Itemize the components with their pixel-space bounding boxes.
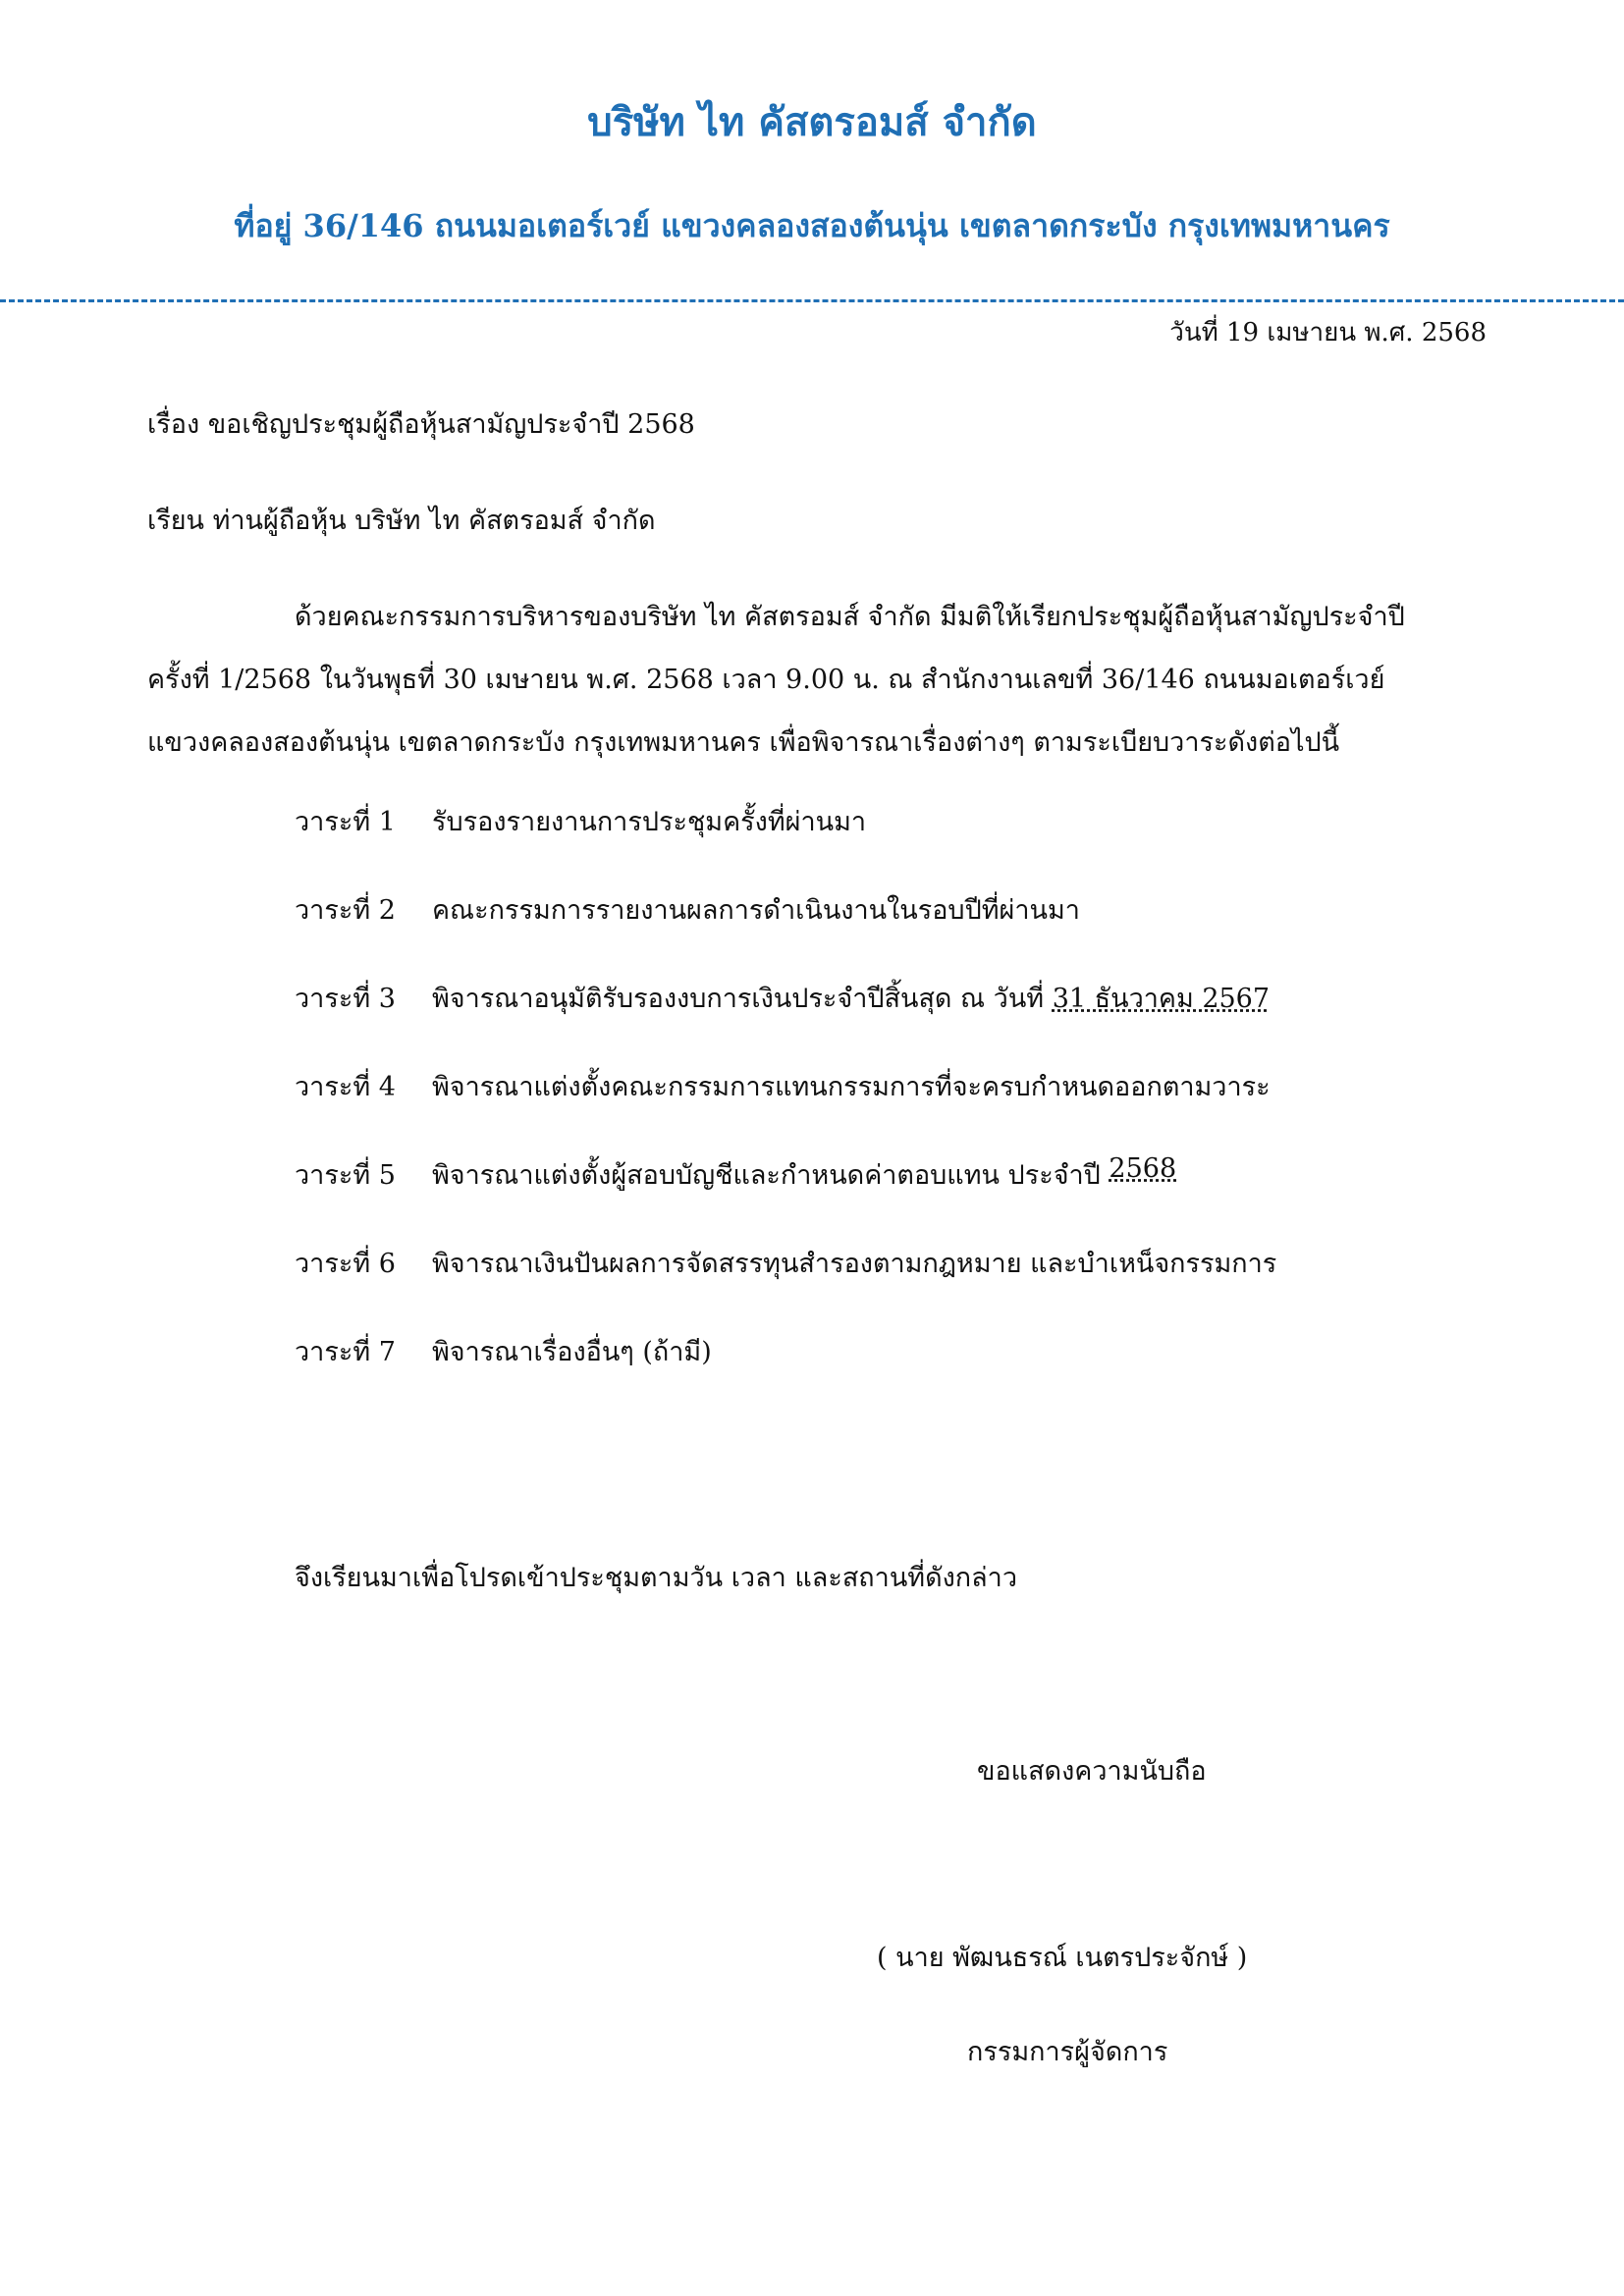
- closing-line: จึงเรียนมาเพื่อโปรดเข้าประชุมตามวัน เวลา และสถานที่ดังกล่าว: [295, 1563, 1018, 1593]
- company-name: บริษัท ไท คัสตรอมส์ จำกัด: [587, 99, 1037, 145]
- agenda-text: พิจารณาอนุมัติรับรองงบการเงินประจำปีสิ้นสุด ณ วันที่: [432, 984, 1045, 1014]
- letter-body: [147, 586, 1487, 774]
- body-line: ครั้งที่ 1/2568 ในวันพุธที่ 30 เมษายน พ.ศ. 2568 เวลา 9.00 น. ณ สำนักงานเลขที่ 36/146 ถนนมอเตอร์เวย์: [147, 665, 1385, 695]
- agenda-text: คณะกรรมการรายงานผลการดำเนินงานในรอบปีที่ผ่านมา: [432, 895, 1080, 926]
- agenda-item: [295, 1065, 1276, 1153]
- agenda-text: พิจารณาเงินปันผลการจัดสรรทุนสำรองตามกฎหมาย และบำเหน็จกรรมการ: [432, 1249, 1277, 1279]
- agenda-item: [295, 977, 1276, 1065]
- letter-date: วันที่ 19 เมษายน พ.ศ. 2568: [1169, 318, 1487, 347]
- agenda-item: [295, 1242, 1276, 1330]
- company-address: ที่อยู่ 36/146 ถนนมอเตอร์เวย์ แขวงคลองสองต้นนุ่น เขตลาดกระบัง กรุงเทพมหานคร: [234, 207, 1390, 244]
- letter-subject: เรื่อง ขอเชิญประชุมผู้ถือหุ้นสามัญประจำปี 2568: [147, 409, 695, 440]
- letter-salutation: เรียน ท่านผู้ถือหุ้น บริษัท ไท คัสตรอมส์ จำกัด: [147, 506, 656, 536]
- agenda-number: วาระที่ 2: [295, 895, 396, 926]
- agenda-date: 31 ธันวาคม 2567: [1052, 984, 1271, 1014]
- agenda-list: [295, 800, 1276, 1418]
- agenda-number: วาระที่ 6: [295, 1249, 396, 1279]
- signer-name: ( นาย พัฒนธรณ์ เนตรประจักษ์ ): [877, 1943, 1248, 1973]
- body-line: แขวงคลองสองต้นนุ่น เขตลาดกระบัง กรุงเทพมหานคร เพื่อพิจารณาเรื่องต่างๆ ตามระเบียบวาระดังต่อไปนี้: [147, 727, 1340, 758]
- agenda-item: [295, 1330, 1276, 1418]
- regards: ขอแสดงความนับถือ: [977, 1756, 1207, 1787]
- agenda-text: พิจารณาแต่งตั้งคณะกรรมการแทนกรรมการที่จะครบกำหนดออกตามวาระ: [432, 1072, 1271, 1102]
- agenda-text: รับรองรายงานการประชุมครั้งที่ผ่านมา: [432, 807, 867, 837]
- agenda-number: วาระที่ 7: [295, 1337, 396, 1367]
- agenda-item: [295, 888, 1276, 977]
- agenda-number: วาระที่ 5: [295, 1160, 396, 1191]
- header-divider: [0, 299, 1624, 302]
- agenda-item: [295, 800, 1276, 888]
- agenda-text: พิจารณาเรื่องอื่นๆ (ถ้ามี): [432, 1337, 712, 1367]
- agenda-number: วาระที่ 4: [295, 1072, 396, 1102]
- agenda-year: 2568: [1109, 1153, 1177, 1184]
- agenda-number: วาระที่ 3: [295, 984, 396, 1014]
- agenda-text: พิจารณาแต่งตั้งผู้สอบบัญชีและกำหนดค่าตอบแทน ประจำปี: [432, 1160, 1101, 1191]
- agenda-number: วาระที่ 1: [295, 807, 396, 837]
- signer-position: กรรมการผู้จัดการ: [967, 2037, 1168, 2067]
- agenda-item: [295, 1153, 1276, 1242]
- body-line: ด้วยคณะกรรมการบริหารของบริษัท ไท คัสตรอมส์ จำกัด มีมติให้เรียกประชุมผู้ถือหุ้นสามัญประจำปี: [295, 602, 1405, 632]
